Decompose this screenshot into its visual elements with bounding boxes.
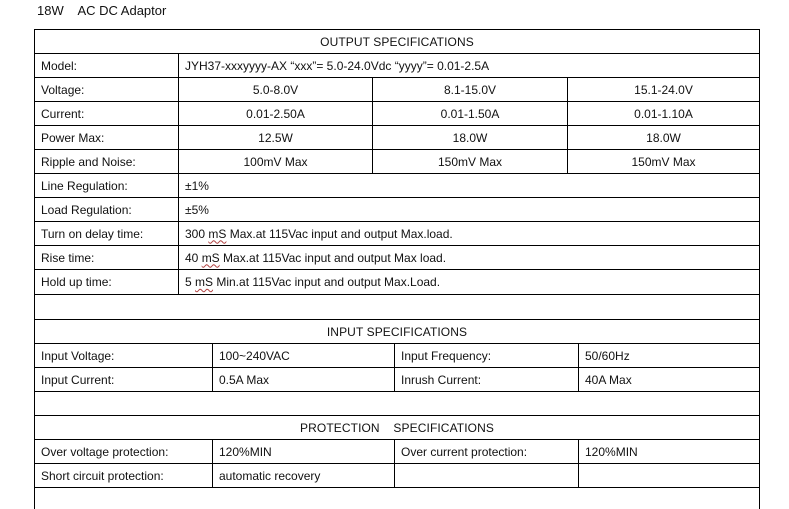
power-max-value-1: 12.5W xyxy=(178,126,372,149)
rise-time-unit: mS xyxy=(201,250,220,265)
rise-time-condition: Max.at 115Vac input and output Max load. xyxy=(219,250,447,265)
output-section-title: OUTPUT SPECIFICATIONS xyxy=(320,34,474,49)
inrush-current-value: 40A Max xyxy=(578,368,759,391)
rise-time-row xyxy=(35,245,759,269)
line-regulation-value: ±1% xyxy=(178,174,759,197)
load-regulation-label: Load Regulation: xyxy=(41,202,132,217)
spec-table xyxy=(34,29,760,509)
input-voltage-value: 100~240VAC xyxy=(212,344,394,367)
input-current-row xyxy=(35,367,759,391)
voltage-value-3: 15.1-24.0V xyxy=(567,78,759,101)
current-value-1: 0.01-2.50A xyxy=(178,102,372,125)
turn-on-delay-number: 300 xyxy=(185,226,209,241)
ripple-value-2: 150mV Max xyxy=(372,150,567,173)
input-current-label: Input Current: xyxy=(41,372,115,387)
rise-time-label: Rise time: xyxy=(41,250,95,265)
turn-on-delay-unit: mS xyxy=(208,226,227,241)
rise-time-value xyxy=(178,246,759,269)
input-current-value: 0.5A Max xyxy=(212,368,394,391)
model-value xyxy=(178,54,759,77)
short-circuit-protection-value: automatic recovery xyxy=(212,464,394,487)
model-value-text: JYH37-xxxyyyy-AX “xxx”= 5.0-24.0Vdc “yyyy”= 0.01-2.5A xyxy=(185,58,490,73)
hold-up-time-condition: Min.at 115Vac input and output Max.Load. xyxy=(213,275,441,289)
protection-section-title: PROTECTION SPECIFICATIONS xyxy=(300,420,494,435)
rise-time-number: 40 xyxy=(185,250,202,265)
ripple-row xyxy=(35,149,759,173)
input-section-header xyxy=(35,319,759,343)
inrush-current-label: Inrush Current: xyxy=(394,368,578,391)
load-regulation-value: ±5% xyxy=(178,198,759,221)
current-row xyxy=(35,101,759,125)
over-voltage-protection-label: Over voltage protection: xyxy=(41,444,169,459)
over-current-protection-value: 120%MIN xyxy=(578,440,759,463)
input-section-title: INPUT SPECIFICATIONS xyxy=(326,324,468,339)
current-label: Current: xyxy=(41,106,85,121)
model-row xyxy=(35,53,759,77)
power-max-row xyxy=(35,125,759,149)
spacer-row xyxy=(35,391,759,415)
load-regulation-row xyxy=(35,197,759,221)
document-title: 18W AC DC Adaptor xyxy=(37,3,167,18)
hold-up-time-label: Hold up time: xyxy=(41,275,112,289)
hold-up-time-row xyxy=(35,269,759,294)
hold-up-time-value xyxy=(178,270,759,294)
line-regulation-label: Line Regulation: xyxy=(41,178,128,193)
protection-section-header xyxy=(35,415,759,439)
turn-on-delay-label: Turn on delay time: xyxy=(41,226,144,241)
input-voltage-row xyxy=(35,343,759,367)
over-protection-row xyxy=(35,439,759,463)
current-value-2: 0.01-1.50A xyxy=(372,102,567,125)
ripple-value-1: 100mV Max xyxy=(178,150,372,173)
turn-on-delay-condition: Max.at 115Vac input and output Max.load. xyxy=(226,226,453,241)
input-voltage-label: Input Voltage: xyxy=(41,348,115,363)
input-frequency-label: Input Frequency: xyxy=(394,344,578,367)
output-section-header xyxy=(35,29,759,53)
model-label: Model: xyxy=(41,58,78,73)
power-max-label: Power Max: xyxy=(41,130,105,145)
hold-up-time-number: 5 xyxy=(185,275,196,289)
voltage-value-2: 8.1-15.0V xyxy=(372,78,567,101)
input-frequency-value: 50/60Hz xyxy=(578,344,759,367)
spacer-row xyxy=(35,294,759,319)
empty-cell xyxy=(394,464,578,487)
voltage-row xyxy=(35,77,759,101)
short-circuit-protection-label: Short circuit protection: xyxy=(41,468,164,483)
short-circuit-row xyxy=(35,463,759,488)
power-max-value-3: 18.0W xyxy=(567,126,759,149)
turn-on-delay-row xyxy=(35,221,759,245)
over-voltage-protection-value: 120%MIN xyxy=(212,440,394,463)
voltage-label: Voltage: xyxy=(41,82,85,97)
turn-on-delay-value xyxy=(178,222,759,245)
ripple-label: Ripple and Noise: xyxy=(41,154,136,169)
power-max-value-2: 18.0W xyxy=(372,126,567,149)
current-value-3: 0.01-1.10A xyxy=(567,102,759,125)
line-regulation-row xyxy=(35,173,759,197)
voltage-value-1: 5.0-8.0V xyxy=(178,78,372,101)
over-current-protection-label: Over current protection: xyxy=(394,440,578,463)
ripple-value-3: 150mV Max xyxy=(567,150,759,173)
empty-cell xyxy=(578,464,759,487)
hold-up-time-unit: mS xyxy=(195,275,214,289)
